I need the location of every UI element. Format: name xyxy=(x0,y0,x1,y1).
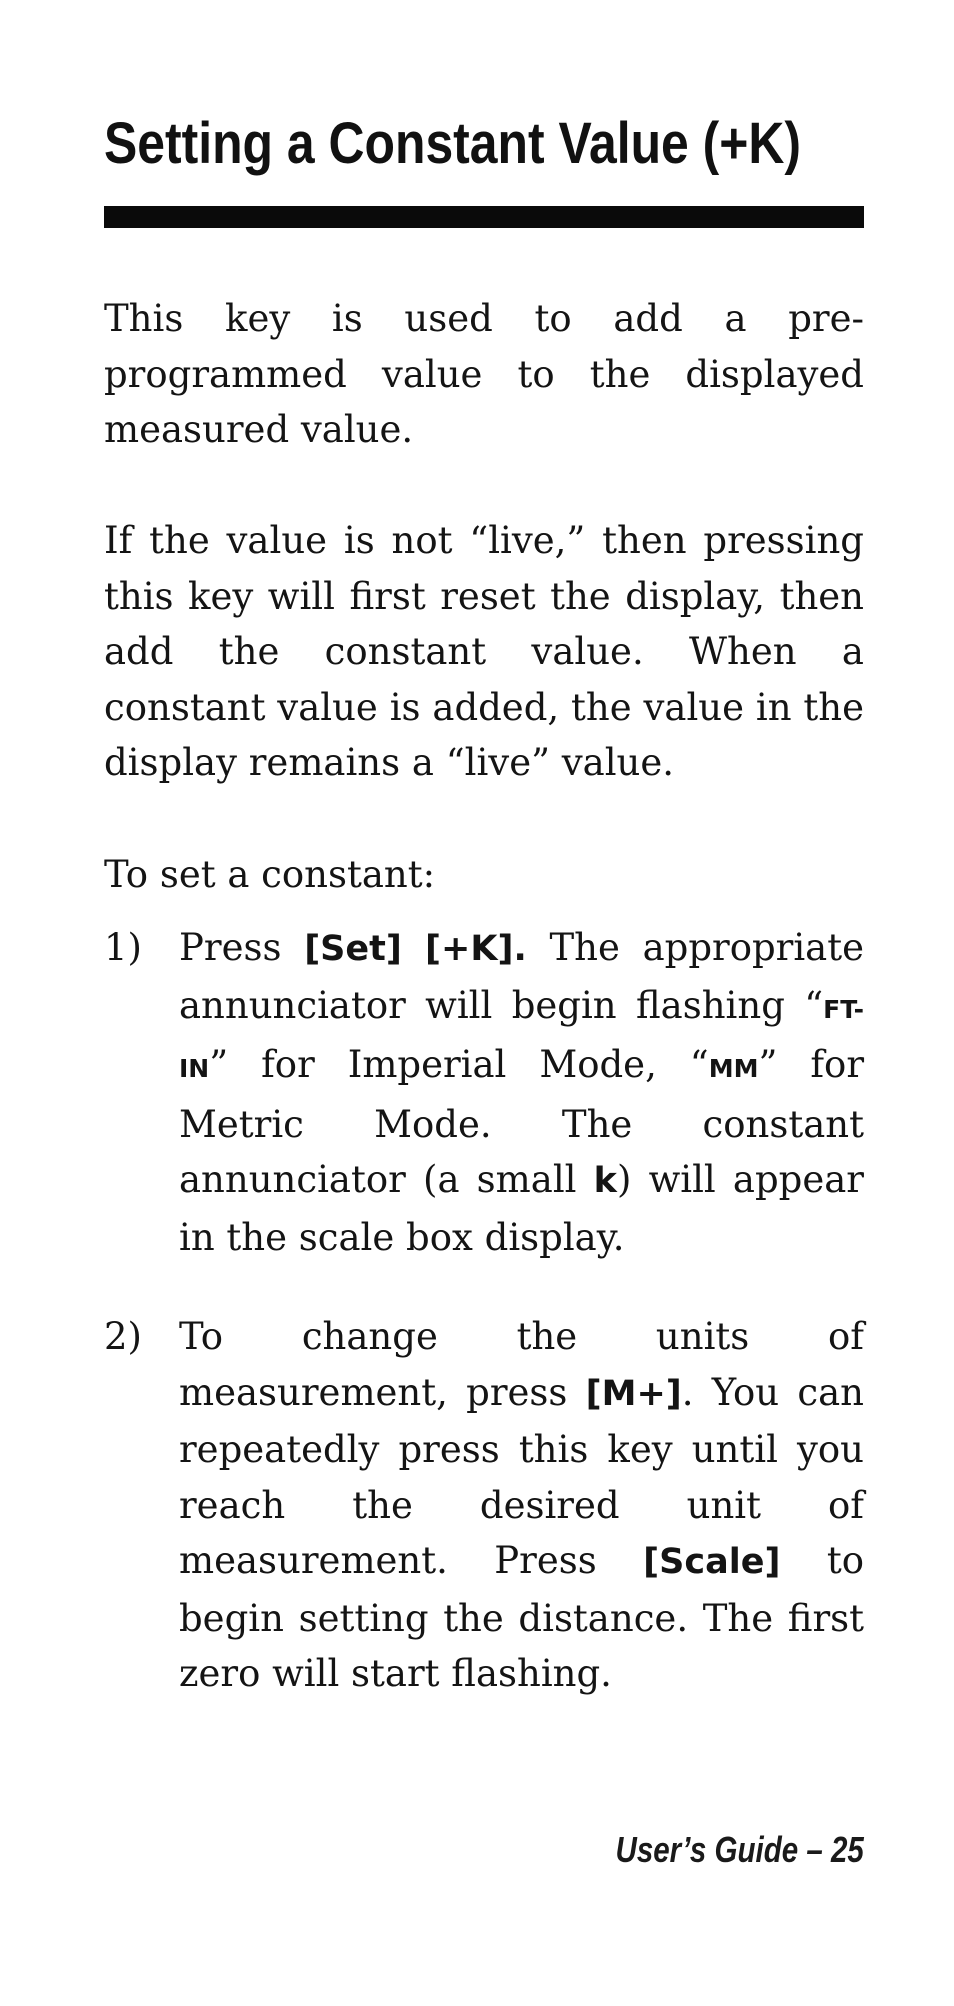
intro-paragraph-1: This key is used to add a pre-programmed value to the displayed measured value. xyxy=(104,297,864,451)
step-1-number: 1) xyxy=(104,926,142,969)
step-2-text-part: to begin setting the distance. The first zero will start flashing. xyxy=(179,1539,864,1695)
annunciator-mm: MM xyxy=(708,1054,759,1083)
annunciator-k: k xyxy=(593,1161,617,1201)
step-2-text-part: To change the units of measurement, press xyxy=(179,1315,864,1414)
step-1-text-part: ” for Imperial Mode, “ xyxy=(209,1043,709,1086)
key-scale: [Scale] xyxy=(643,1542,781,1582)
page-title: Setting a Constant Value (+K) xyxy=(104,111,802,176)
annunciator-ft-in: FT-IN xyxy=(179,994,864,1083)
step-1-text-part: ) will appear in the scale box display. xyxy=(179,1158,864,1259)
manual-page xyxy=(104,0,864,2006)
step-2-text xyxy=(179,1309,864,1702)
step-2-text-part: . You can repeatedly press this key until you reach the desired unit of measurement. Press xyxy=(179,1370,864,1582)
step-1-text xyxy=(179,920,864,1265)
page-footer: User’s Guide – 25 xyxy=(615,1829,864,1870)
step-1-text-part: The appropriate annunciator will begin flashing “ xyxy=(179,926,864,1027)
step-1-text-part: ” for Metric Mode. The constant annunciator (a small xyxy=(179,1043,865,1201)
intro-paragraph-2: If the value is not “live,” then pressing this key will first reset the display, then add the constant value. When a constant value is added, the value in the display remains a “live” value. xyxy=(104,519,864,784)
step-1-text-part: Press xyxy=(179,926,305,969)
key-set-plus-k: [Set] [+K]. xyxy=(304,929,527,969)
key-m-plus: [M+] xyxy=(585,1373,682,1414)
steps-intro: To set a constant: xyxy=(104,853,436,896)
step-2-number: 2) xyxy=(104,1315,142,1358)
title-underline-rule xyxy=(104,206,864,228)
